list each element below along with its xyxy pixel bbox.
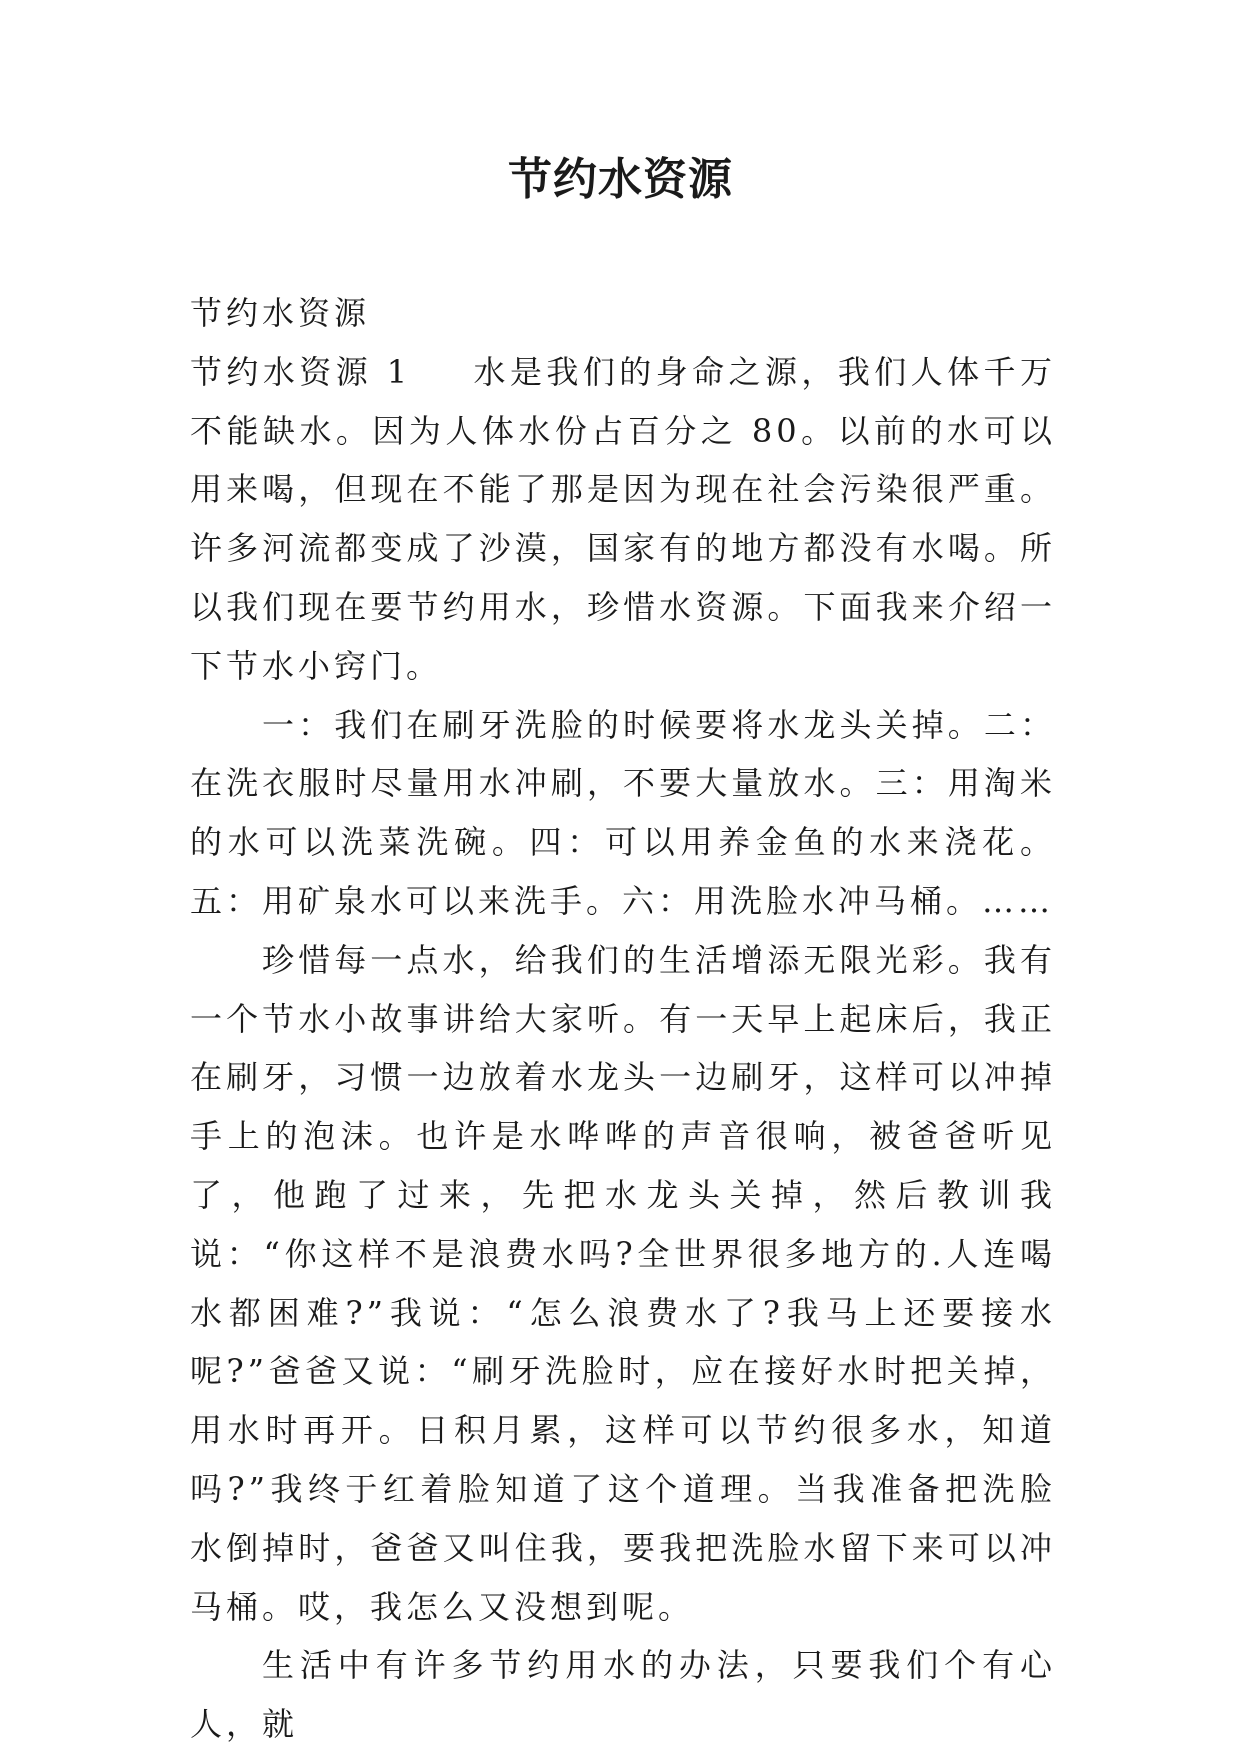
subtitle xyxy=(190,284,1056,343)
paragraph-1-text: 水是我们的身命之源，我们人体千万不能缺水。因为人体水份占百分之 80。以前的水可以用来喝，但现在不能了那是因为现在社会污染很严重。许多河流都变成了沙漠，国家有的地方都没有水喝。所以我们现在要节约用水，珍惜水资源。下面我来介绍一下节水小窍门。 xyxy=(190,352,1056,685)
section-label: 节约水资源 1 xyxy=(190,352,412,391)
paragraph-3: 珍惜每一点水，给我们的生活增添无限光彩。我有一个节水小故事讲给大家听。有一天早上起床后，我正在刷牙，习惯一边放着水龙头一边刷牙，这样可以冲掉手上的泡沫。也许是水哗哗的声音很响，被爸爸听见了，他跑了过来，先把水龙头关掉，然后教训我说：“你这样不是浪费水吗?全世界很多地方的.人连喝水都困难?”我说：“怎么浪费水了?我马上还要接水呢?”爸爸又说：“刷牙洗脸时，应在接好水时把关掉，用水时再开。日积月累，这样可以节约很多水，知道吗?”我终于红着脸知道了这个道理。当我准备把洗脸水倒掉时，爸爸又叫住我，要我把洗脸水留下来可以冲马桶。哎，我怎么又没想到呢。 xyxy=(190,940,1056,1626)
page-title: 节约水资源 xyxy=(508,154,733,205)
paragraph-2: 一：我们在刷牙洗脸的时候要将水龙头关掉。二：在洗衣服时尽量用水冲刷，不要大量放水。三：用淘米的水可以洗菜洗碗。四：可以用养金鱼的水来浇花。五：用矿泉水可以来洗手。六：用洗脸水冲马桶。…… xyxy=(190,705,1056,920)
paragraph-1 xyxy=(190,343,1056,696)
paragraph-4: 生活中有许多节约用水的办法，只要我们个有心人，就 xyxy=(190,1646,1056,1744)
subtitle-text: 节约水资源 xyxy=(190,294,371,332)
document-body xyxy=(190,284,1056,1754)
